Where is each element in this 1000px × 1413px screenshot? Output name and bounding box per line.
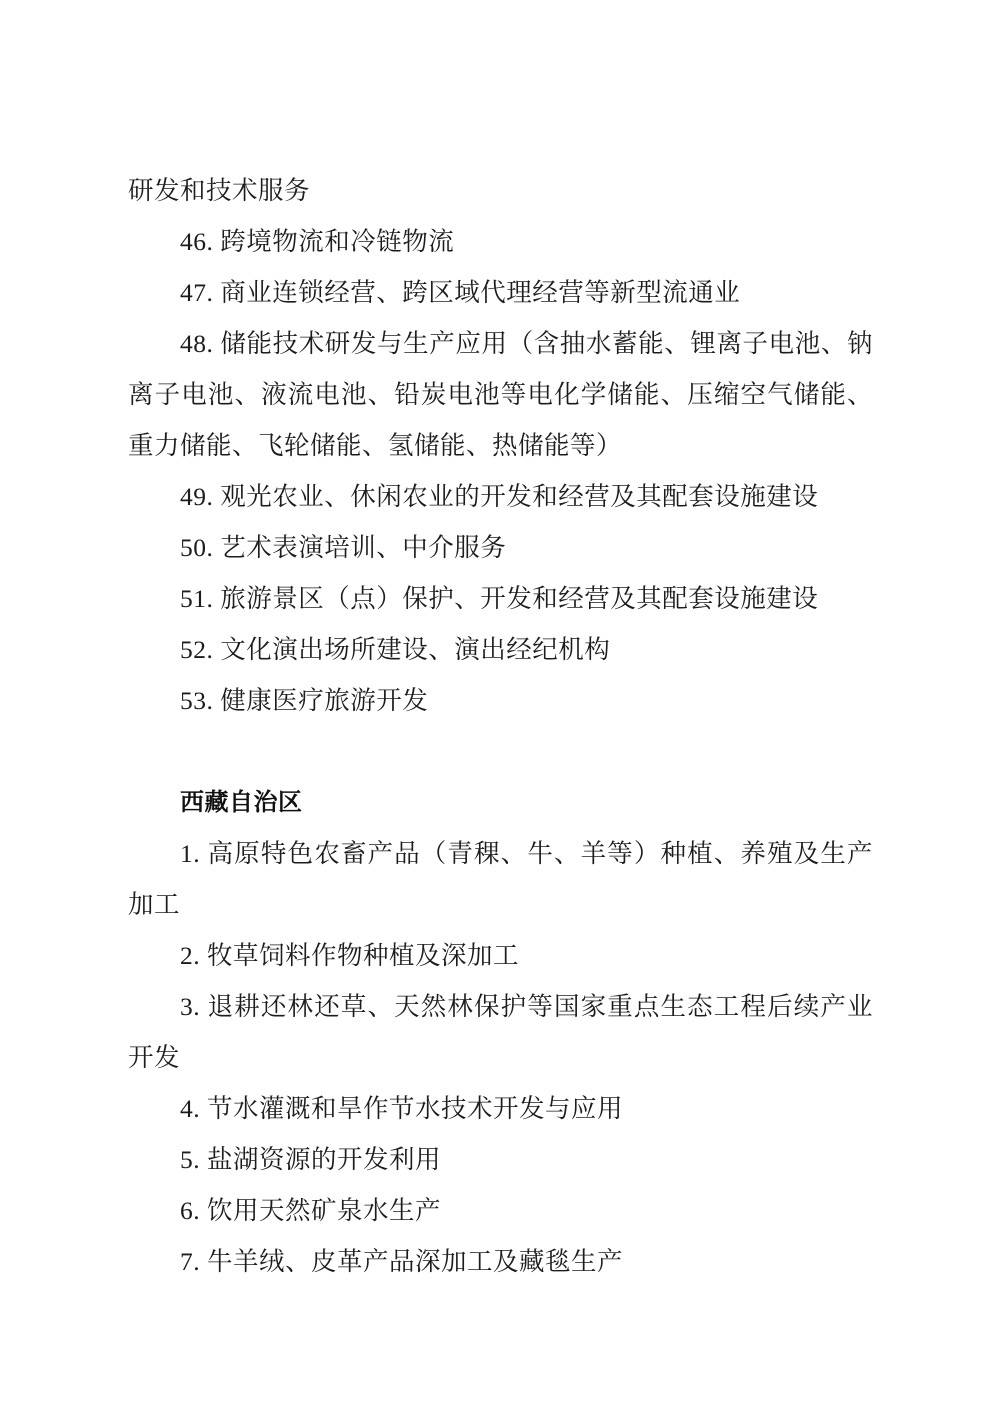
list-item: 3. 退耕还林还草、天然林保护等国家重点生态工程后续产业开发 — [128, 992, 873, 1072]
list-item: 48. 储能技术研发与生产应用（含抽水蓄能、锂离子电池、钠离子电池、液流电池、铅炭电池等电化学储能、压缩空气储能、重力储能、飞轮储能、氢储能、热储能等） — [128, 329, 873, 460]
continued-paragraph: 研发和技术服务 — [128, 176, 311, 205]
list-item: 6. 饮用天然矿泉水生产 — [180, 1196, 442, 1225]
list-item: 5. 盐湖资源的开发利用 — [180, 1145, 442, 1174]
section-spacer — [128, 726, 873, 777]
list-item: 49. 观光农业、休闲农业的开发和经营及其配套设施建设 — [180, 482, 819, 511]
section-heading: 西藏自治区 — [180, 789, 303, 816]
list-item: 7. 牛羊绒、皮革产品深加工及藏毯生产 — [180, 1247, 624, 1276]
list-item: 53. 健康医疗旅游开发 — [180, 686, 429, 715]
list-item: 50. 艺术表演培训、中介服务 — [180, 533, 507, 562]
list-item: 47. 商业连锁经营、跨区域代理经营等新型流通业 — [180, 278, 741, 307]
list-item: 52. 文化演出场所建设、演出经纪机构 — [180, 635, 611, 664]
list-item: 51. 旅游景区（点）保护、开发和经营及其配套设施建设 — [180, 584, 819, 613]
list-item: 2. 牧草饲料作物种植及深加工 — [180, 941, 520, 970]
list-item: 4. 节水灌溉和旱作节水技术开发与应用 — [180, 1094, 624, 1123]
list-item: 46. 跨境物流和冷链物流 — [180, 227, 455, 256]
page-content — [128, 165, 873, 1287]
list-item: 1. 高原特色农畜产品（青稞、牛、羊等）种植、养殖及生产加工 — [128, 839, 873, 919]
